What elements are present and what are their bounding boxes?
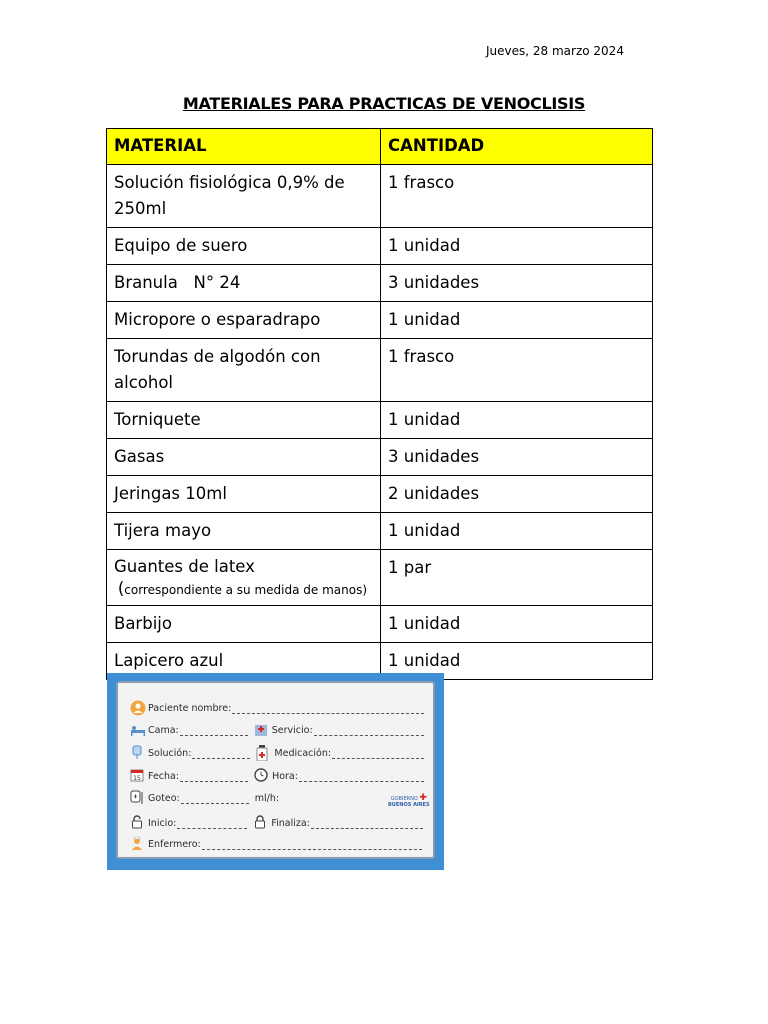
cantidad-cell: 3 unidades: [381, 439, 653, 476]
clock-icon: [254, 768, 268, 782]
table-row: [107, 476, 653, 513]
material-cell: Barbijo: [107, 606, 381, 643]
material-cell: Equipo de suero: [107, 228, 381, 265]
material-note: (correspondiente a su medida de manos): [117, 579, 368, 598]
material-cell: Gasas: [107, 439, 381, 476]
svg-text:15: 15: [133, 775, 141, 782]
inicio-field: Inicio: Finaliza:: [130, 815, 423, 829]
material-cell: Tijera mayo: [107, 513, 381, 550]
iv-label-form: [116, 681, 435, 859]
material-cell: Solución fisiológica 0,9% de 250ml: [107, 165, 381, 228]
cantidad-cell: 1 unidad: [381, 606, 653, 643]
iv-label-card: [107, 673, 444, 870]
material-cell: Torundas de algodón con alcohol: [107, 339, 381, 402]
document-title: MATERIALES PARA PRACTICAS DE VENOCLISIS: [182, 94, 586, 113]
medication-icon: [256, 745, 270, 759]
unlock-icon: [130, 815, 144, 829]
table-row: [107, 402, 653, 439]
cantidad-cell: 1 unidad: [381, 643, 653, 680]
cantidad-cell: 1 frasco: [381, 165, 653, 228]
material-cell: Torniquete: [107, 402, 381, 439]
cantidad-cell: 1 frasco: [381, 339, 653, 402]
fecha-field: 15 Fecha: Hora:: [130, 768, 424, 782]
table-row: [107, 228, 653, 265]
enfermero-field: Enfermero:: [130, 836, 422, 850]
drip-icon: [130, 790, 144, 804]
cantidad-cell: 1 unidad: [381, 228, 653, 265]
table-row: [107, 513, 653, 550]
table-header-row: [107, 129, 653, 165]
material-cell: [107, 550, 381, 606]
paciente-field: Paciente nombre:: [130, 700, 424, 714]
table-row: [107, 339, 653, 402]
material-cell: Micropore o esparadrapo: [107, 302, 381, 339]
table-row: [107, 265, 653, 302]
cantidad-cell: 1 unidad: [381, 402, 653, 439]
iv-bag-icon: [130, 745, 144, 759]
table-row: [107, 439, 653, 476]
government-logo: GOBIERNO ✚ BUENOS AIRES: [388, 793, 430, 808]
column-header-cantidad: CANTIDAD: [381, 129, 653, 165]
goteo-field: Goteo: ml/h:: [130, 790, 279, 804]
cantidad-cell: 3 unidades: [381, 265, 653, 302]
bed-icon: [130, 722, 144, 736]
materials-table: [106, 128, 653, 680]
table-row: [107, 302, 653, 339]
material-cell: Jeringas 10ml: [107, 476, 381, 513]
hospital-icon: [254, 722, 268, 736]
table-row: [107, 165, 653, 228]
cantidad-cell: 1 par: [381, 550, 653, 606]
cantidad-cell: 2 unidades: [381, 476, 653, 513]
cantidad-cell: 1 unidad: [381, 302, 653, 339]
patient-icon: [130, 700, 144, 714]
document-date: Jueves, 28 marzo 2024: [486, 44, 624, 58]
nurse-icon: [130, 836, 144, 850]
calendar-icon: [130, 768, 144, 782]
table-row: [107, 550, 653, 606]
column-header-material: MATERIAL: [107, 129, 381, 165]
cama-field: Cama: Servicio:: [130, 722, 424, 736]
table-row: [107, 606, 653, 643]
solucion-field: Solución: Medicación:: [130, 745, 424, 759]
lock-icon: [253, 815, 267, 829]
cantidad-cell: 1 unidad: [381, 513, 653, 550]
material-text: Guantes de latex: [114, 557, 255, 576]
material-cell: Lapicero azul: [107, 643, 381, 680]
material-cell: Branula N° 24: [107, 265, 381, 302]
